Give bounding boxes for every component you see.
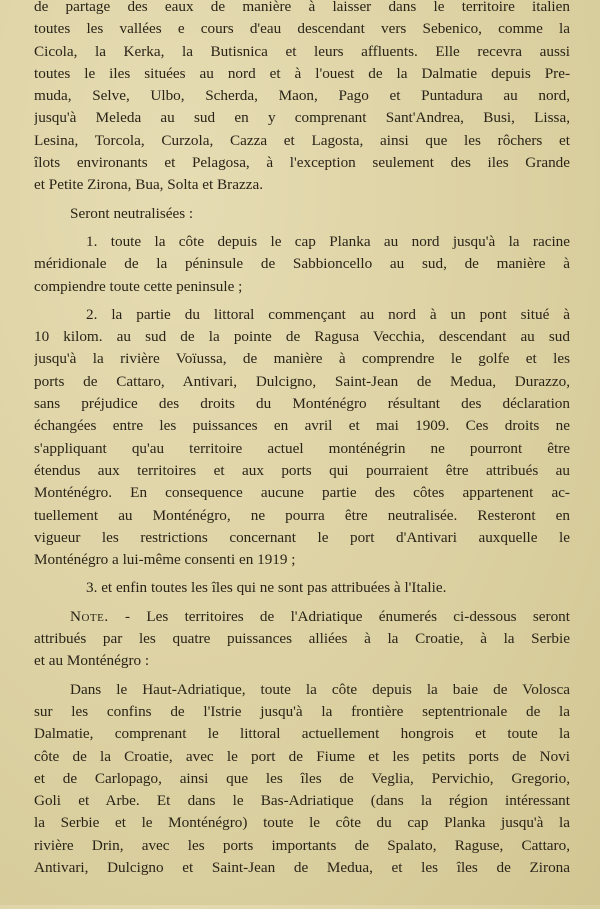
text-line: 3. et enfin toutes les îles qui ne sont pas attribuées à l'Italie.	[86, 579, 447, 597]
paragraph-item-2	[34, 304, 570, 572]
text-line: jusqu'à la rivière Voïussa, de manière à comprendre le golfe et les	[34, 350, 570, 368]
text-line: 1. toute la côte depuis le cap Planka au nord jusqu'à la racine	[86, 232, 570, 250]
text-line: étendus aux territoires et aux ports qui pourraient être attribués au	[34, 461, 570, 479]
text-line: 2. la partie du littoral commençant au nord à un pont situé à	[86, 305, 570, 323]
text-line: échangées entre les puissances en avril et mai 1909. Ces droits ne	[34, 417, 570, 435]
text-line: rivière Drin, avec les ports importants de Spalato, Raguse, Cattaro,	[34, 836, 570, 854]
text-line: 10 kilom. au sud de la pointe de Ragusa Vecchia, descendant au sud	[34, 328, 570, 346]
text-line: Monténégro a lui-même consenti en 1919 ;	[34, 551, 296, 569]
text-line: sur les confins de l'Istrie jusqu'à la frontière septentrionale de la	[34, 702, 570, 720]
text-line: toutes les vallées e cours d'eau descendant vers Sebenico, comme la	[34, 20, 570, 38]
text-line: compiendre toute cette peninsule ;	[34, 277, 243, 295]
text-line: et Petite Zirona, Bua, Solta et Brazza.	[34, 176, 263, 194]
text-line	[34, 606, 570, 628]
paragraph-haut-adriatique	[34, 679, 570, 880]
text-line: Dalmatie, comprenant le littoral actuellement hongrois et toute la	[34, 725, 570, 743]
text-line: Cicola, la Kerka, la Butisnica et leurs affluents. Elle recevra aussi	[34, 42, 570, 60]
paragraph-item-3	[34, 577, 570, 599]
text-line: sans préjudice des droits du Monténégro résultant des déclaration	[34, 395, 570, 413]
text-line: Antivari, Dulcigno et Saint-Jean de Medua, et les îles de Zirona	[34, 858, 570, 876]
text-line: jusqu'à Meleda au sud en y comprenant Sant'Andrea, Busi, Lissa,	[34, 109, 570, 127]
paragraph-neutral-heading	[34, 203, 570, 225]
text-line: Seront neutralisées :	[70, 204, 194, 222]
text-line: îlots environants et Pelagosa, à l'exception seulement des iles Grande	[34, 154, 570, 172]
text-line: de partage des eaux de manière à laisser dans le territoire italien	[34, 0, 570, 15]
text-line: Goli et Arbe. Et dans le Bas-Adriatique (dans la région intéressant	[34, 792, 570, 810]
paragraph-note	[34, 606, 570, 673]
text-line: muda, Selve, Ulbo, Scherda, Maon, Pago et Puntadura au nord,	[34, 87, 570, 105]
text-line: et de Carlopago, ainsi que les îles de Veglia, Pervichio, Gregorio,	[34, 769, 570, 787]
text-line: Lesina, Torcola, Curzola, Cazza et Lagosta, ainsi que les rôchers et	[34, 131, 570, 149]
note-label: Note.	[70, 607, 109, 625]
text-line: ports de Cattaro, Antivari, Dulcigno, Saint-Jean de Medua, Durazzo,	[34, 372, 570, 390]
text-line: Dans le Haut-Adriatique, toute la côte depuis la baie de Volosca	[70, 680, 570, 698]
note-text: - Les territoires de l'Adriatique énumerés ci-dessous seront	[108, 607, 570, 625]
text-line: Monténégro. En consequence aucune partie des côtes appartenent ac-	[34, 484, 570, 502]
text-line: vigueur les restrictions concernant le port d'Antivari auxquelle le	[34, 528, 570, 546]
text-line: côte de la Croatie, avec le port de Fiume et les petits ports de Novi	[34, 747, 570, 765]
text-line: et au Monténégro :	[34, 652, 150, 670]
text-line: méridionale de la péninsule de Sabbioncello au sud, de manière à	[34, 255, 570, 273]
text-line: toutes le iles situées au nord et à l'ouest de la Dalmatie depuis Pre-	[34, 64, 570, 82]
paragraph-item-1	[34, 231, 570, 298]
paragraph-intro	[34, 0, 570, 197]
text-line: s'appliquant qu'au territoire actuel monténégrin ne pourront être	[34, 439, 570, 457]
text-line: la Serbie et le Monténégro) toute le côte du cap Planka jusqu'à la	[34, 814, 570, 832]
text-line: tuellement au Monténégro, ne pourra être neutralisée. Resteront en	[34, 506, 570, 524]
text-line: attribués par les quatre puissances alliées à la Croatie, à la Serbie	[34, 630, 570, 648]
